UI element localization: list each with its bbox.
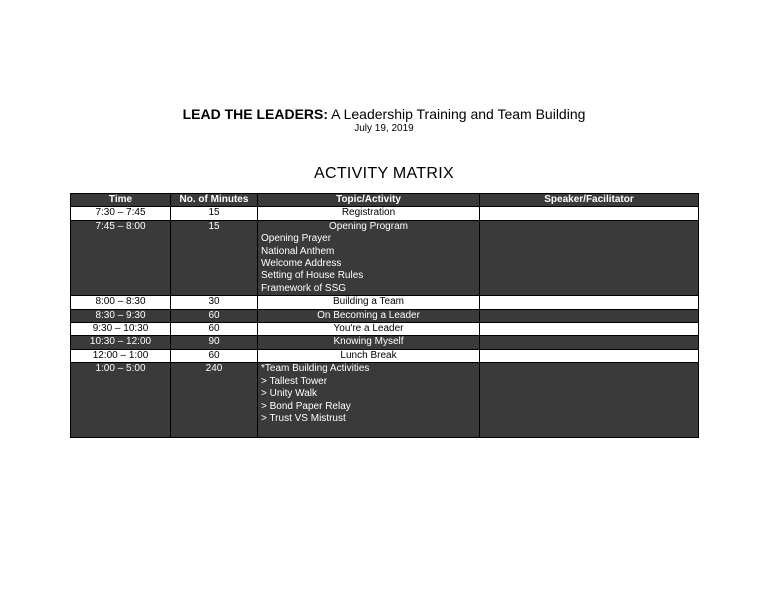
column-header-speaker: Speaker/Facilitator	[480, 194, 699, 207]
section-heading: ACTIVITY MATRIX	[314, 165, 454, 182]
activity-matrix-table	[70, 193, 699, 438]
table-row	[71, 363, 699, 438]
topic-cell: Registration	[258, 207, 480, 220]
minutes-cell: 60	[171, 349, 258, 362]
minutes-cell: 60	[171, 309, 258, 322]
topic-cell: On Becoming a Leader	[258, 309, 480, 322]
topic-cell: Building a Team	[258, 296, 480, 309]
time-cell: 7:45 – 8:00	[71, 220, 171, 295]
table-row	[71, 309, 699, 322]
time-cell: 12:00 – 1:00	[71, 349, 171, 362]
table-row	[71, 323, 699, 336]
table-header-row	[71, 194, 699, 207]
topic-sub-item: Welcome Address	[261, 258, 342, 270]
speaker-cell	[480, 207, 699, 220]
topic-cell: You're a Leader	[258, 323, 480, 336]
document-date: July 19, 2019	[354, 123, 414, 134]
topic-cell: Knowing Myself	[258, 336, 480, 349]
topic-cell	[258, 363, 480, 438]
topic-line: > Bond Paper Relay	[261, 400, 351, 412]
speaker-cell	[480, 349, 699, 362]
time-cell: 8:00 – 8:30	[71, 296, 171, 309]
time-cell: 1:00 – 5:00	[71, 363, 171, 438]
topic-line: > Unity Walk	[261, 388, 318, 400]
topic-cell: Lunch Break	[258, 349, 480, 362]
minutes-cell: 30	[171, 296, 258, 309]
speaker-cell	[480, 309, 699, 322]
document-title	[0, 106, 768, 123]
minutes-cell: 15	[171, 220, 258, 295]
topic-line: *Team Building Activities	[261, 363, 370, 375]
time-cell: 8:30 – 9:30	[71, 309, 171, 322]
topic-sub-item: National Anthem	[261, 245, 335, 257]
minutes-cell: 15	[171, 207, 258, 220]
topic-sub-item: Opening Prayer	[261, 233, 332, 245]
time-cell: 9:30 – 10:30	[71, 323, 171, 336]
topic-sub-item: Setting of House Rules	[261, 270, 364, 282]
table-row	[71, 296, 699, 309]
column-header-minutes: No. of Minutes	[171, 194, 258, 207]
title-rest: A Leadership Training and Team Building	[328, 106, 586, 122]
speaker-cell	[480, 220, 699, 295]
minutes-cell: 240	[171, 363, 258, 438]
minutes-cell: 60	[171, 323, 258, 336]
topic-cell	[258, 220, 480, 295]
title-bold: LEAD THE LEADERS:	[182, 106, 329, 122]
table-row	[71, 349, 699, 362]
time-cell: 7:30 – 7:45	[71, 207, 171, 220]
speaker-cell	[480, 336, 699, 349]
time-cell: 10:30 – 12:00	[71, 336, 171, 349]
table-row	[71, 207, 699, 220]
minutes-cell: 90	[171, 336, 258, 349]
table-row	[71, 220, 699, 295]
speaker-cell	[480, 296, 699, 309]
topic-line: > Tallest Tower	[261, 375, 328, 387]
topic-heading: Opening Program	[329, 220, 408, 232]
speaker-cell	[480, 363, 699, 438]
column-header-topic: Topic/Activity	[258, 194, 480, 207]
topic-sub-item: Framework of SSG	[261, 282, 347, 294]
topic-line: > Trust VS Mistrust	[261, 412, 346, 424]
table-row	[71, 336, 699, 349]
column-header-time: Time	[71, 194, 171, 207]
speaker-cell	[480, 323, 699, 336]
